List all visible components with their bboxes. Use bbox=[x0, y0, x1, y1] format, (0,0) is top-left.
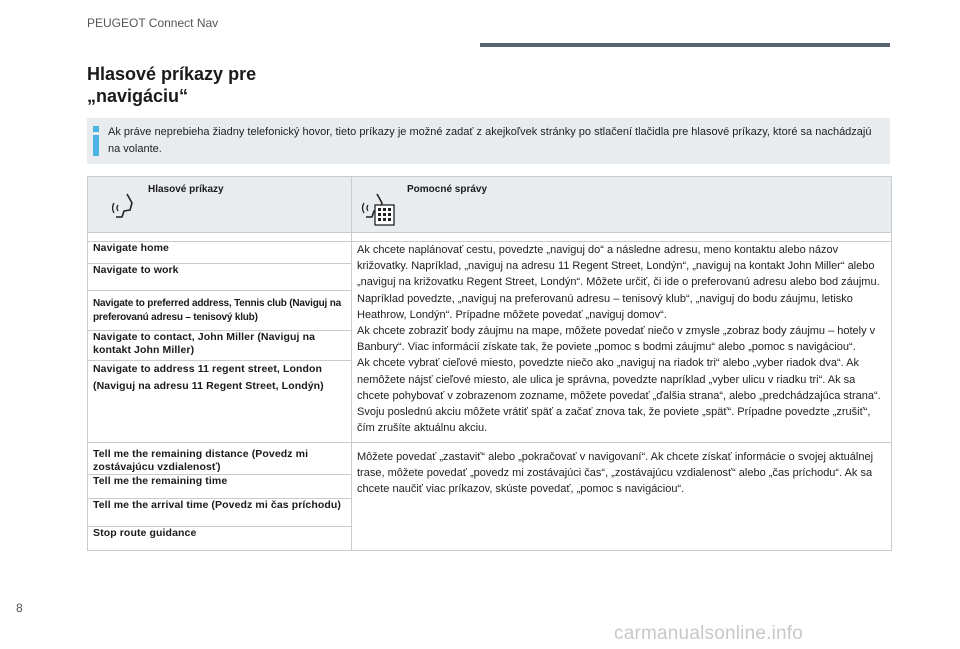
page-title-line-1: Hlasové príkazy pre bbox=[87, 64, 257, 84]
command-stop-guidance: Stop route guidance bbox=[88, 527, 352, 551]
page-title-line-2: „navigáciu“ bbox=[87, 86, 189, 106]
command-navigate-work: Navigate to work bbox=[88, 264, 352, 291]
command-remaining-distance: Tell me the remaining distance (Povedz mi zostávajúcu vzdialenosť) bbox=[88, 443, 352, 475]
help-paragraph: Ak chcete naplánovať cestu, povedzte „naviguj do“ a následne adresu, meno kontaktu alebo názov križovatky. Napríklad, „naviguj na adresu 11 Regent Street, Londýn“, „naviguj na kontakt John Miller“ alebo „naviguj na križovatku Regent Street, Londýn“. Môžete určiť, či ide o preferovanú adresu alebo bod záujmu. Napríklad povedzte, „naviguj na preferovanú adresu – tenisový klub“, „naviguj do bodu záujmu, letisko Heathrow, Londýn“. Prípadne môžete povedať „naviguj domov“. bbox=[357, 244, 880, 321]
page-number: 8 bbox=[16, 601, 23, 615]
page-title bbox=[87, 63, 387, 107]
col-header-commands bbox=[88, 177, 352, 233]
command-navigate-address: Navigate to address 11 regent street, London (Naviguj na adresu 11 Regent Street, Londýn) bbox=[88, 361, 352, 443]
help-paragraph: Ak chcete vybrať cieľové miesto, povedzte niečo ako „naviguj na riadok tri“ alebo „vyber riadok dva“. Ak nemôžete nájsť cieľové miesto, ale ulica je správna, povedzte napríklad „vyber ulicu v riadku tri“. Ak sa chcete pohybovať v zobrazenom zozname, môžete povedať „ďalšia strana“, alebo „predchádzajúca strana“. Svoju poslednú akciu môžete vrátiť späť a začať znova tak, že poviete „späť“. Prípadne povedzte „zrušiť“, čím zrušíte aktuálnu akciu. bbox=[357, 357, 881, 435]
brand-label: PEUGEOT Connect Nav bbox=[87, 16, 219, 30]
voice-command-icon bbox=[110, 191, 140, 224]
command-navigate-home: Navigate home bbox=[88, 242, 352, 264]
info-note-text: Ak práve neprebieha žiadny telefonický hovor, tieto príkazy je možné zadať z akejkoľvek stránky po stlačení tlačidla pre hlasové príkazy, ktoré sa nachádzajú na volante. bbox=[108, 126, 872, 155]
command-navigate-preferred: Navigate to preferred address, Tennis club (Naviguj na preferovanú adresu – tenisový klub) bbox=[88, 291, 352, 331]
command-remaining-time: Tell me the remaining time bbox=[88, 475, 352, 499]
help-route-info: Môžete povedať „zastaviť“ alebo „pokračovať v navigovaní“. Ak chcete získať informácie o svojej aktuálnej trase, môžete povedať „povedz mi zostávajúci čas“, „zostávajúcu vzdialenosť“ alebo „čas príchodu“. Ak sa chcete naučiť viac príkazov, skúste povedať, „pomoc s navigáciou“. bbox=[352, 443, 892, 551]
header-divider bbox=[480, 43, 890, 47]
help-paragraph: Ak chcete zobraziť body záujmu na mape, môžete povedať niečo v zmysle „zobraz body záujmu – hotely v Banbury“. Viac informácií získate tak, že poviete „pomoc s bodmi záujmu“ alebo „pomoc s navigáciou“. bbox=[357, 325, 876, 354]
col-header-help bbox=[352, 177, 892, 233]
voice-help-icon bbox=[360, 191, 396, 230]
help-navigation bbox=[352, 242, 892, 443]
watermark: carmanualsonline.info bbox=[614, 623, 804, 644]
command-arrival-time: Tell me the arrival time (Povedz mi čas príchodu) bbox=[88, 499, 352, 527]
voice-commands-table bbox=[87, 176, 892, 551]
info-note bbox=[87, 118, 890, 164]
info-icon bbox=[93, 126, 99, 156]
table-row bbox=[88, 242, 892, 264]
table-header-row bbox=[88, 177, 892, 233]
command-navigate-contact: Navigate to contact, John Miller (Naviguj na kontakt John Miller) bbox=[88, 331, 352, 361]
col-header-help-label: Pomocné správy bbox=[407, 184, 488, 195]
table-row bbox=[88, 443, 892, 475]
col-header-commands-label: Hlasové príkazy bbox=[148, 184, 224, 195]
